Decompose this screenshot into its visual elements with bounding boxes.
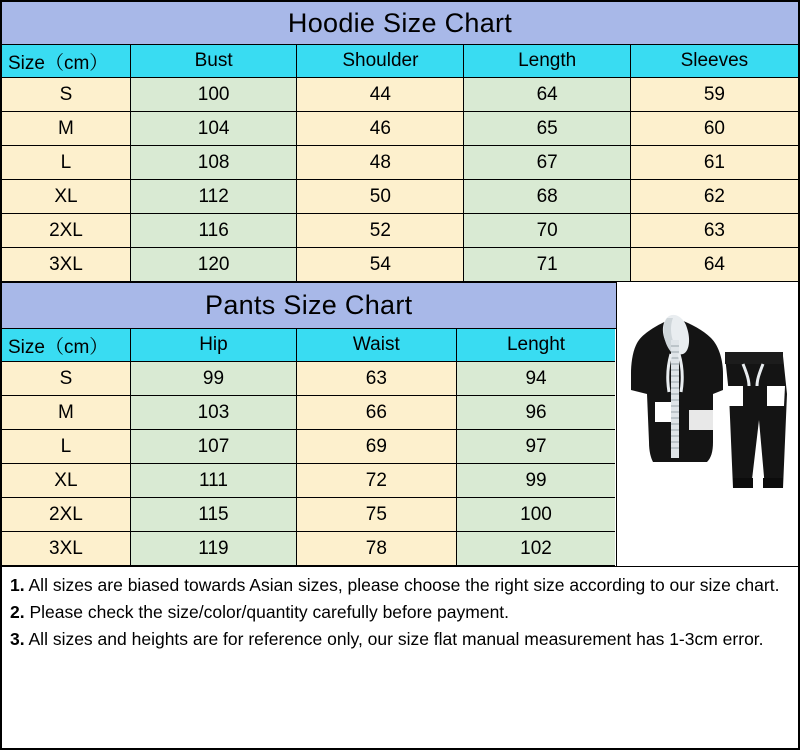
note-text: All sizes are biased towards Asian sizes, please choose the right size according to our size chart.: [24, 575, 780, 595]
hoodie-cell-length: 68: [464, 180, 630, 214]
pants-cell-hip: 107: [131, 430, 297, 464]
hoodie-cell-sleeves: 59: [631, 78, 798, 112]
pants-header-length: Lenght: [457, 329, 616, 362]
table-row: [2, 430, 616, 464]
hoodie-cell-shoulder: 54: [297, 248, 464, 282]
hoodie-header-row: [2, 45, 798, 78]
hoodie-cell-length: 64: [464, 78, 630, 112]
table-row: [2, 532, 616, 566]
hoodie-cell-size: L: [2, 146, 131, 180]
pants-cell-length: 99: [457, 464, 616, 498]
pants-header-size: Size（cm）: [2, 329, 131, 362]
hoodie-cell-bust: 120: [131, 248, 297, 282]
pants-cell-waist: 69: [297, 430, 457, 464]
hoodie-cell-size: M: [2, 112, 131, 146]
pants-cell-length: 102: [457, 532, 616, 566]
table-row: [2, 146, 798, 180]
hoodie-header-bust: Bust: [131, 45, 297, 78]
product-image: [617, 282, 798, 566]
pants-cell-size: 3XL: [2, 532, 131, 566]
table-row: [2, 362, 616, 396]
note-text: Please check the size/color/quantity carefully before payment.: [24, 601, 510, 622]
pants-cell-waist: 78: [297, 532, 457, 566]
hoodie-cell-length: 70: [464, 214, 630, 248]
hoodie-cell-shoulder: 48: [297, 146, 464, 180]
table-row: [2, 396, 616, 430]
hoodie-cell-bust: 100: [131, 78, 297, 112]
pants-table: [2, 282, 617, 566]
hoodie-header-size: Size（cm）: [2, 45, 131, 78]
pants-cell-hip: 99: [131, 362, 297, 396]
pants-chart-title-bar: [2, 282, 616, 329]
pants-cell-size: XL: [2, 464, 131, 498]
pants-header-waist: Waist: [297, 329, 457, 362]
pants-cell-size: L: [2, 430, 131, 464]
hoodie-cell-bust: 104: [131, 112, 297, 146]
note-item: [10, 600, 790, 625]
table-row: [2, 464, 616, 498]
hoodie-cell-length: 65: [464, 112, 630, 146]
pants-cell-hip: 111: [131, 464, 297, 498]
pants-cell-waist: 66: [297, 396, 457, 430]
pants-cell-size: S: [2, 362, 131, 396]
notes-section: [2, 566, 798, 748]
hoodie-cell-bust: 112: [131, 180, 297, 214]
hoodie-cell-length: 71: [464, 248, 630, 282]
pants-cell-length: 94: [457, 362, 616, 396]
pants-cell-waist: 63: [297, 362, 457, 396]
hoodie-cell-sleeves: 61: [631, 146, 798, 180]
hoodie-cell-sleeves: 64: [631, 248, 798, 282]
pants-cell-waist: 72: [297, 464, 457, 498]
pants-header-hip: Hip: [131, 329, 297, 362]
hoodie-header-shoulder: Shoulder: [297, 45, 464, 78]
pants-cell-hip: 119: [131, 532, 297, 566]
pants-cell-waist: 75: [297, 498, 457, 532]
pants-cell-size: 2XL: [2, 498, 131, 532]
pants-cell-length: 100: [457, 498, 616, 532]
pants-cell-hip: 103: [131, 396, 297, 430]
hoodie-cell-sleeves: 60: [631, 112, 798, 146]
pants-cell-length: 97: [457, 430, 616, 464]
pants-cell-hip: 115: [131, 498, 297, 532]
table-row: [2, 78, 798, 112]
note-item: [10, 627, 790, 652]
hoodie-cell-sleeves: 62: [631, 180, 798, 214]
table-row: [2, 112, 798, 146]
note-text: All sizes and heights are for reference only, our size flat manual measurement has 1-3cm error.: [24, 628, 764, 649]
hoodie-cell-shoulder: 52: [297, 214, 464, 248]
hoodie-cell-bust: 108: [131, 146, 297, 180]
table-row: [2, 248, 798, 282]
hoodie-cell-bust: 116: [131, 214, 297, 248]
hoodie-header-sleeves: Sleeves: [631, 45, 798, 78]
note-item: [10, 573, 790, 598]
hoodie-cell-size: XL: [2, 180, 131, 214]
note-number: 3.: [10, 628, 25, 649]
hoodie-cell-shoulder: 50: [297, 180, 464, 214]
table-row: [2, 180, 798, 214]
hoodie-cell-length: 67: [464, 146, 630, 180]
note-number: 1.: [10, 575, 25, 595]
tracksuit-illustration: [617, 282, 798, 566]
table-row: [2, 214, 798, 248]
hoodie-header-length: Length: [464, 45, 630, 78]
pants-and-image-section: [2, 282, 798, 566]
note-number: 2.: [10, 601, 25, 622]
hoodie-cell-size: S: [2, 78, 131, 112]
hoodie-cell-sleeves: 63: [631, 214, 798, 248]
pants-cell-size: M: [2, 396, 131, 430]
hoodie-chart-title: Hoodie Size Chart: [287, 7, 513, 38]
pants-chart-title: Pants Size Chart: [205, 290, 413, 320]
pants-cell-length: 96: [457, 396, 616, 430]
hoodie-cell-size: 2XL: [2, 214, 131, 248]
hoodie-cell-size: 3XL: [2, 248, 131, 282]
hoodie-cell-shoulder: 44: [297, 78, 464, 112]
hoodie-cell-shoulder: 46: [297, 112, 464, 146]
hoodie-chart-title-bar: [2, 2, 798, 45]
pants-header-row: [2, 329, 616, 362]
table-row: [2, 498, 616, 532]
